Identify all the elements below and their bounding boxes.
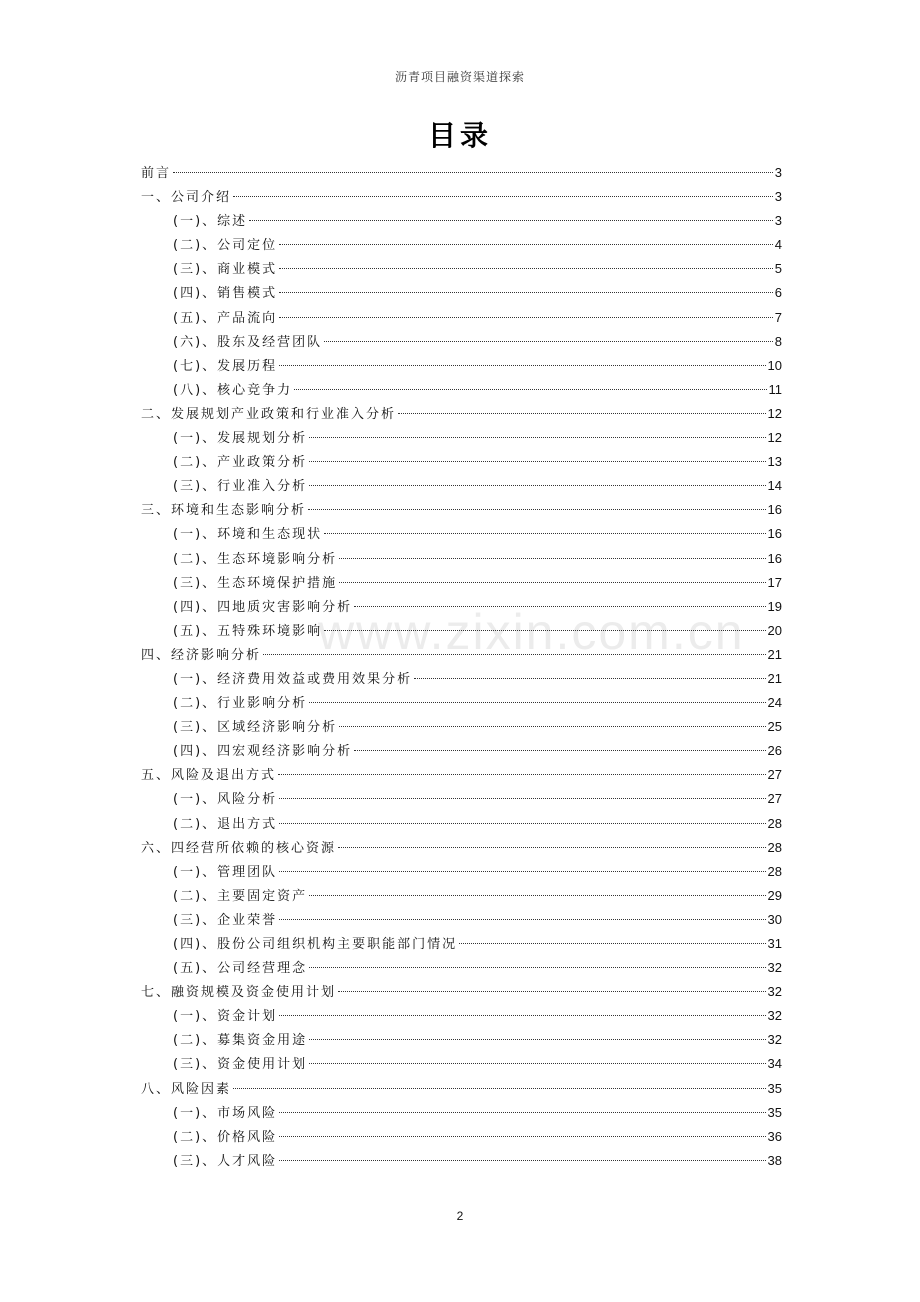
toc-entry[interactable] <box>141 619 782 643</box>
toc-entry-label: (二)、主要固定资产 <box>173 888 308 904</box>
toc-entry-page: 7 <box>774 309 782 325</box>
toc-entry-label: 三、环境和生态影响分析 <box>141 503 307 519</box>
toc-dot-leader <box>294 389 766 390</box>
toc-entry[interactable] <box>141 498 782 522</box>
toc-entry[interactable] <box>141 691 782 715</box>
toc-entry-label: (五)、公司经营理念 <box>173 961 308 977</box>
toc-entry[interactable] <box>141 354 782 378</box>
toc-dot-leader <box>279 1112 765 1113</box>
toc-entry[interactable] <box>141 1052 782 1076</box>
toc-entry[interactable] <box>141 595 782 619</box>
page-number: 2 <box>456 1209 464 1223</box>
toc-dot-leader <box>309 967 765 968</box>
toc-entry[interactable] <box>141 884 782 908</box>
toc-entry[interactable] <box>141 281 782 305</box>
toc-entry-label: 五、风险及退出方式 <box>141 768 277 784</box>
toc-dot-leader <box>309 895 765 896</box>
toc-entry-page: 17 <box>767 574 782 590</box>
toc-entry[interactable] <box>141 1004 782 1028</box>
toc-dot-leader <box>279 1160 765 1161</box>
running-header: 沥青项目融资渠道探索 <box>394 70 525 84</box>
toc-dot-leader <box>354 750 765 751</box>
toc-entry-page: 3 <box>774 165 782 180</box>
toc-entry-page: 11 <box>768 381 782 397</box>
toc-dot-leader <box>338 847 766 848</box>
toc-entry-page: 31 <box>767 936 782 951</box>
toc-dot-leader <box>279 871 765 872</box>
toc-entry-label: (六)、股东及经营团队 <box>173 334 323 350</box>
toc-entry-page: 32 <box>767 984 782 1000</box>
toc-entry[interactable] <box>141 209 782 233</box>
toc-dot-leader <box>279 798 765 799</box>
toc-entry-label: (三)、商业模式 <box>173 262 278 278</box>
toc-entry-page: 13 <box>767 454 782 470</box>
toc-dot-leader <box>459 943 765 944</box>
toc-entry[interactable] <box>141 522 782 546</box>
toc-dot-leader <box>309 461 765 462</box>
toc-dot-leader <box>279 292 773 293</box>
toc-dot-leader <box>279 244 773 245</box>
toc-entry[interactable] <box>141 908 782 932</box>
toc-entry-page: 24 <box>767 695 782 711</box>
toc-entry[interactable] <box>141 185 782 209</box>
toc-entry-page: 5 <box>774 261 782 277</box>
toc-entry[interactable] <box>141 812 782 836</box>
toc-entry[interactable] <box>141 1125 782 1149</box>
toc-dot-leader <box>309 437 765 438</box>
toc-entry-label: (三)、生态环境保护措施 <box>173 575 338 591</box>
toc-dot-leader <box>233 1088 766 1089</box>
toc-dot-leader <box>309 1063 765 1064</box>
page-title: 目录 <box>427 119 492 152</box>
toc-dot-leader <box>279 919 765 920</box>
toc-entry-label: (二)、募集资金用途 <box>173 1033 308 1049</box>
toc-entry-page: 4 <box>774 237 782 253</box>
toc-entry-label: (三)、企业荣誉 <box>173 912 278 928</box>
toc-dot-leader <box>414 678 765 679</box>
toc-entry[interactable] <box>141 474 782 498</box>
toc-entry-page: 30 <box>767 911 782 927</box>
toc-entry[interactable] <box>141 932 782 956</box>
toc-entry[interactable] <box>141 860 782 884</box>
toc-entry-label: 二、发展规划产业政策和行业准入分析 <box>141 406 397 422</box>
toc-entry-page: 21 <box>767 670 782 686</box>
toc-entry-label: (七)、发展历程 <box>173 358 278 374</box>
toc-dot-leader <box>279 317 773 318</box>
toc-entry[interactable] <box>141 547 782 571</box>
toc-entry-label: (二)、生态环境影响分析 <box>173 551 338 567</box>
toc-dot-leader <box>339 582 765 583</box>
toc-entry-label: (一)、发展规划分析 <box>173 431 308 447</box>
toc-dot-leader <box>249 220 773 221</box>
toc-entry-label: (一)、风险分析 <box>173 792 278 808</box>
toc-entry-page: 6 <box>774 285 782 301</box>
toc-entry-page: 19 <box>767 598 782 614</box>
toc-dot-leader <box>354 606 765 607</box>
toc-dot-leader <box>278 774 766 775</box>
toc-entry-label: 八、风险因素 <box>141 1081 232 1097</box>
toc-entry-label: (四)、股份公司组织机构主要职能部门情况 <box>173 937 458 952</box>
toc-entry[interactable] <box>141 378 782 402</box>
toc-entry-label: 前言 <box>141 166 172 181</box>
toc-dot-leader <box>279 365 765 366</box>
toc-dot-leader <box>338 991 766 992</box>
toc-entry[interactable] <box>141 257 782 281</box>
toc-entry-page: 38 <box>767 1152 782 1168</box>
toc-entry-label: 一、公司介绍 <box>141 190 232 206</box>
toc-entry-label: 四、经济影响分析 <box>141 647 262 663</box>
toc-entry-label: (二)、价格风险 <box>173 1129 278 1145</box>
toc-entry-label: (四)、四地质灾害影响分析 <box>173 599 353 615</box>
toc-entry-label: (八)、核心竞争力 <box>173 382 293 398</box>
toc-entry-page: 32 <box>767 960 782 976</box>
toc-entry[interactable] <box>141 1077 782 1101</box>
toc-entry-label: (四)、销售模式 <box>173 286 278 302</box>
toc-dot-leader <box>279 268 773 269</box>
toc-dot-leader <box>324 533 765 534</box>
toc-dot-leader <box>308 509 766 510</box>
toc-entry-page: 32 <box>767 1032 782 1048</box>
toc-entry-label: (一)、综述 <box>173 214 248 230</box>
toc-entry-label: (二)、公司定位 <box>173 238 278 254</box>
toc-dot-leader <box>309 702 765 703</box>
toc-entry[interactable] <box>141 715 782 739</box>
toc-entry-label: (一)、资金计划 <box>173 1009 278 1025</box>
toc-dot-leader <box>233 196 773 197</box>
toc-entry[interactable] <box>141 739 782 763</box>
toc-entry-page: 35 <box>767 1080 782 1096</box>
toc-entry-label: 六、四经营所依赖的核心资源 <box>141 840 337 856</box>
toc-entry-page: 3 <box>774 189 782 205</box>
toc-dot-leader <box>173 172 773 173</box>
toc-dot-leader <box>324 630 765 631</box>
toc-entry-label: (一)、经济费用效益或费用效果分析 <box>173 671 413 687</box>
toc-entry-page: 29 <box>767 887 782 903</box>
toc-entry[interactable] <box>141 426 782 450</box>
toc-entry-label: (三)、资金使用计划 <box>173 1057 308 1073</box>
toc-entry-page: 12 <box>767 430 782 446</box>
toc-entry-label: 七、融资规模及资金使用计划 <box>141 985 337 1001</box>
toc-dot-leader <box>309 1039 765 1040</box>
toc-entry[interactable] <box>141 787 782 811</box>
toc-entry[interactable] <box>141 161 782 185</box>
toc-entry-page: 16 <box>767 502 782 518</box>
toc-entry[interactable] <box>141 306 782 330</box>
toc-entry[interactable] <box>141 667 782 691</box>
toc-entry-page: 32 <box>767 1008 782 1024</box>
toc-entry-label: (五)、五特殊环境影响 <box>173 623 323 639</box>
toc-entry[interactable] <box>141 330 782 354</box>
toc-entry[interactable] <box>141 1101 782 1125</box>
toc-entry-label: (三)、行业准入分析 <box>173 479 308 495</box>
toc-entry-page: 26 <box>767 743 782 759</box>
toc-entry-label: (三)、区域经济影响分析 <box>173 720 338 736</box>
toc-entry-label: (二)、退出方式 <box>173 816 278 832</box>
toc-entry[interactable] <box>141 402 782 426</box>
toc-entry-page: 28 <box>767 839 782 855</box>
watermark: www.zixin.com.cn <box>318 604 745 660</box>
toc-entry-page: 21 <box>767 646 782 662</box>
toc-entry-page: 27 <box>767 791 782 807</box>
toc-entry-label: (二)、行业影响分析 <box>173 696 308 712</box>
toc-entry-page: 34 <box>767 1056 782 1072</box>
toc-entry-page: 3 <box>774 213 782 229</box>
toc-entry-page: 25 <box>767 719 782 735</box>
toc-dot-leader <box>279 1015 765 1016</box>
toc-entry-page: 28 <box>767 863 782 879</box>
toc-entry[interactable] <box>141 763 782 787</box>
toc-entry-page: 36 <box>767 1128 782 1144</box>
toc-entry-label: (三)、人才风险 <box>173 1153 278 1169</box>
toc-entry[interactable] <box>141 836 782 860</box>
toc-entry[interactable] <box>141 1028 782 1052</box>
toc-entry[interactable] <box>141 1149 782 1173</box>
toc-dot-leader <box>309 485 765 486</box>
toc-entry-page: 16 <box>767 550 782 566</box>
toc-entry[interactable] <box>141 643 782 667</box>
toc-entry-page: 27 <box>767 767 782 783</box>
toc-entry[interactable] <box>141 980 782 1004</box>
toc-entry-page: 20 <box>767 622 782 638</box>
toc-entry-label: (一)、市场风险 <box>173 1105 278 1121</box>
toc-dot-leader <box>398 413 766 414</box>
toc-entry-page: 12 <box>767 405 782 421</box>
toc-dot-leader <box>263 654 766 655</box>
toc-dot-leader <box>339 558 765 559</box>
table-of-contents <box>141 161 782 1173</box>
toc-entry-page: 8 <box>774 333 782 349</box>
toc-entry-label: (五)、产品流向 <box>173 310 278 326</box>
toc-entry-page: 16 <box>767 526 782 542</box>
toc-entry-page: 10 <box>767 357 782 373</box>
toc-entry-label: (一)、管理团队 <box>173 864 278 880</box>
toc-dot-leader <box>324 341 773 342</box>
toc-entry[interactable] <box>141 233 782 257</box>
toc-entry-page: 28 <box>767 815 782 831</box>
toc-entry-label: (二)、产业政策分析 <box>173 455 308 471</box>
toc-dot-leader <box>279 823 765 824</box>
toc-entry-label: (四)、四宏观经济影响分析 <box>173 744 353 760</box>
toc-entry[interactable] <box>141 450 782 474</box>
toc-dot-leader <box>279 1136 765 1137</box>
toc-entry[interactable] <box>141 956 782 980</box>
toc-entry-page: 35 <box>767 1104 782 1120</box>
toc-entry-label: (一)、环境和生态现状 <box>173 527 323 543</box>
toc-entry[interactable] <box>141 571 782 595</box>
toc-dot-leader <box>339 726 765 727</box>
toc-entry-page: 14 <box>767 478 782 494</box>
